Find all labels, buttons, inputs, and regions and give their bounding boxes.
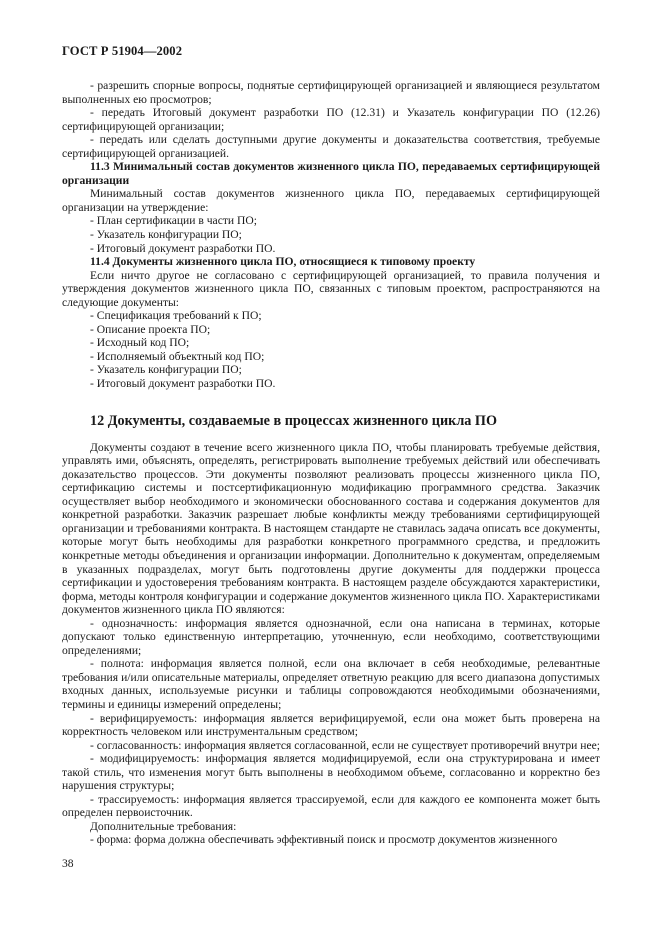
list-item: - Указатель конфигурации ПО; <box>90 228 242 242</box>
section-12-heading: 12 Документы, создаваемые в процессах жизненного цикла ПО <box>90 412 498 429</box>
list-item: - согласованность: информация является согласованной, если не существует противоречий внутри нее; <box>90 738 600 752</box>
list-item: - Исполняемый объектный код ПО; <box>90 349 265 363</box>
section-12-paragraph: Документы создают в течение всего жизненного цикла ПО, чтобы планировать требуемые действия, управлять ими, объяснять, определять, регистрировать выполнение требуемых действий или обеспечивать доказательство процессов. Эти документы позволяют реализовать процессы жизненного цикла ПО, сертификацию системы и постсертификационную модификацию программного средства. Заказчик осуществляет выбор необходимого и экономически обоснованного состава и содержания документов для конкретной разработки. Заказчик разрешает любые конфликты между требованиями сертифицирующей организации и требованиями контракта. В настоящем стандарте не ставилась задача описать все документы, которые могут быть необходимы для разработки конкретного программного средства, и предложить конкретные методы объединения и организации информации. Дополнительно к документам, определяемым в указанных подразделах, могут быть подготовлены другие документы для поддержки процесса сертификации и удостоверения требованиям контракта. В настоящем разделе обсуждаются характеристики, форма, методы контроля конфигурации и содержание документов жизненного цикла ПО. Характеристиками документов жизненного цикла ПО являются: <box>62 440 600 617</box>
list-item: - передать или сделать доступными другие документы и доказательства соответствия, требуемые сертифицирующей организацией. <box>62 133 600 160</box>
document-header: ГОСТ Р 51904—2002 <box>62 44 183 58</box>
list-item: - форма: форма должна обеспечивать эффективный поиск и просмотр документов жизненного <box>90 833 558 847</box>
list-item: - верифицируемость: информация является верифицируемой, если она может быть проверена на корректность человеком или инструментальным средством; <box>62 711 600 739</box>
section-11-3-title: 11.3 Минимальный состав документов жизненного цикла ПО, передаваемых сертифицирующей организации <box>62 160 600 187</box>
page-body <box>62 79 600 847</box>
list-item: - Спецификация требований к ПО; <box>90 309 262 323</box>
list-item: - модифицируемость: информация является модифицируемой, если она структурирована и имеет такой стиль, что изменения могут быть выполнены в необходимом объеме, согласованно и корректно без нарушения структуры; <box>62 752 600 793</box>
section-11-4-intro: Если ничто другое не согласовано с сертифицирующей организацией, то правила получения и утверждения документов жизненного цикла ПО, связанных с типовым проектом, распространяются на следующие документы: <box>62 268 600 309</box>
additional-requirements-label: Дополнительные требования: <box>90 819 237 833</box>
section-11-4-title: 11.4 Документы жизненного цикла ПО, относящиеся к типовому проекту <box>90 255 476 269</box>
list-item: - полнота: информация является полной, если она включает в себя необходимые, релевантные требования и/или описательные материалы, определяет ответную реакцию для всего диапазона допустимых входных данных, используемые рисунки и таблицы сопровождаются необходимыми обозначениями, термины и единицы измерений определены; <box>62 657 600 711</box>
list-item: - Итоговый документ разработки ПО. <box>90 377 276 391</box>
list-item: - Описание проекта ПО; <box>90 322 211 336</box>
list-item: - Исходный код ПО; <box>90 336 190 350</box>
list-item: - Итоговый документ разработки ПО. <box>90 241 276 255</box>
section-11-3-intro: Минимальный состав документов жизненного цикла ПО, передаваемых сертифицирующей организации на утверждение: <box>62 187 600 214</box>
list-item: - План сертификации в части ПО; <box>90 214 257 228</box>
page-number: 38 <box>62 857 74 870</box>
list-item: - передать Итоговый документ разработки ПО (12.31) и Указатель конфигурации ПО (12.26) сертифицирующей организации; <box>62 106 600 133</box>
list-item: - однозначность: информация является однозначной, если она написана в терминах, которые допускают только единственную интерпретацию, уточненную, если необходимо, соответствующими определениями; <box>62 616 600 657</box>
list-item: - трассируемость: информация является трассируемой, если для каждого ее компонента может быть определен первоисточник. <box>62 792 600 820</box>
list-item: - разрешить спорные вопросы, поднятые сертифицирующей организацией и являющиеся результатом выполненных ею просмотров; <box>62 79 600 106</box>
list-item: - Указатель конфигурации ПО; <box>90 363 242 377</box>
